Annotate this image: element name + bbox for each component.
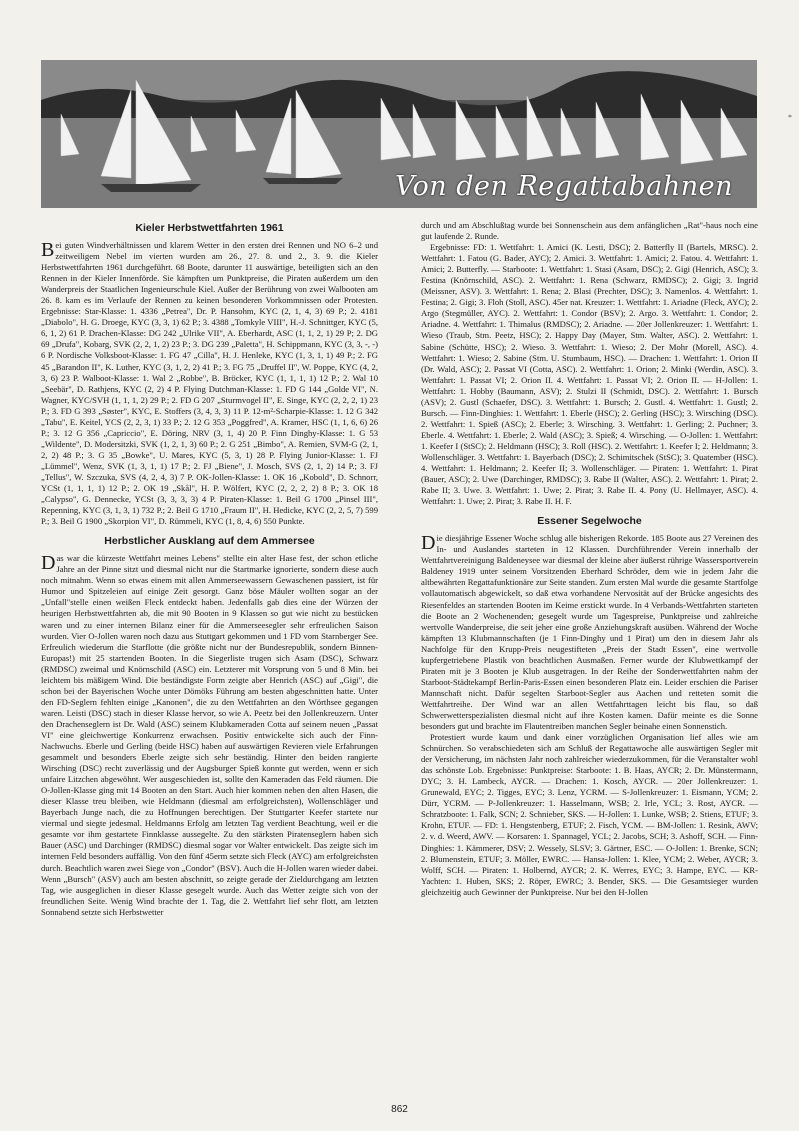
article-kieler-text: Bei guten Windverhältnissen und klarem Wetter in den ersten drei Rennen und NO 6–2 und zeitweiligem Nebel im vierten wurden am 26., 27. 8. und 2., 3. 9. die Kieler Herbstwettfahrten 1961 durchgeführt. 68 Boote, darunter 11 auswärtige, beteiligten sich an den Rennen in der Kieler Innenförde. Sie kämpften um Punktpreise, die Piraten außerdem um den Wanderpreis der Staatlichen Ingenieurschule Kiel. Außer der Berührung von zwei Walbooten am 26. 8. kam es im Verlaufe der Rennen zu keinen besonderen Vorkommnissen oder Protesten. Ergebnisse: Star-Klasse: 1. 4336 „Petrea", Dr. P. Hansohm, KYC (2, 1, 4, 3) 69 P.; 2. 4181 „Diabolo", H. G. Droege, KYC (3, 3, 1) 62 P.; 3. 4388 „Tomkyle VIII", H.-J. Schnittger, KYC (5, 6, 1, 2) 61 P. Drachen-Klasse: DG 242 „Ulrike VII", A. Eberhardt, ASC (1, 1, 2, 1) 29 P; 2. DG 69 „Drufa", Kobarg, SVK (2, 2, 1, 2) 23 P.; 3. DG 239 „Paletta", H. Schippmann, KYC (3, 3, -, -) 6 P. Nordische Volksboot-Klasse: 1. FG 47 „Cilla", H. J. Henleke, KYC (1, 3, 1, 1) 49 P.; 2. FG 45 „Barandon II", K. Luther, KYC (3, 1, 2, 2) 41 P.; 3. FG 75 „Druffel II", W. Poppe, KYC (4, 2, 3, 6) 23 P. Walboot-Klasse: 1. Wal 2 „Robbe", B. Bröcker, KYC (1, 1, 1, 1) 12 P.; 2. Wal 10 „Seebär", D. Rathjens, KYC (2, 2) 4 P. Flying Dutchman-Klasse: 1. FD G 144 „Golde VI", N. Wagner, KYC/SVH (1, 1, 1, 2) 29 P.; 2. FD G 207 „Sturmvogel II", E. Singe, KYC (2, 2, 2, 1) 23 P.; 3. FD G 393 „Søster", KYC, E. Stoffers (3, 4, 3, 3) 11 P. 12-m²-Scharpie-Klasse: 1. 12 G 342 „Tabu", E. Keitel, YCS (2, 2, 3, 1) 33 P.; 2. 12 G 353 „Poggfred", A. Kramer, HSC (1, 1, 6, 6) 26 P.; 3. 12 G 356 „Capriccio", E. Döring, NRV (3, 1, 4) 20 P. Finn Dinghy-Klasse: 1. G 53 „Wildente", D. Modersitzki, SVK (1, 2, 1, 3) 60 P.; 2. G 251 „Bimbo", A. Remien, SVM-G (2, 1, 2, 2) 48 P.; 3. G 35 „Bowke", U. Mares, KYC (5, 3, 1) 28 P. Flying Junior-Klasse: 1. FJ „Lümmel", Wenz, SVK (1, 3, 1, 1) 17 P.; 2. FJ „Biene", J. Mosch, SVS (2, 1, 2) 14 P.; 3. FJ „Tellus", W. Szczuka, SVS (4, 2, 4, 3) 7 P. OK-Jollen-Klasse: 1. OK 16 „Kobold", D. Schnorr, YCSt (1, 1, 1, 1) 12 P.; 2. OK 19 „Skål", H. P. Wölfert, KYC (2, 2, 2, 2) 8 P.; 3. OK 18 „Calypso", G. Dennecke, YCSt (3, 3, 3, 3) 4 P. Piraten-Klasse: 1. Beil G 1700 „Pinsel III", Repenning, KYC (3, 1, 3, 1) 732 P.; 2. Beil G 1710 „Fraum II", H. Hedicke, KYC (2, 2, 5, 7) 599 P.; 3. Beil G 1900 „Skorpion VI", D. Rümmeli, KYC (1, 8, 4, 6) 550 Punkte. <box>41 239 378 527</box>
banner-title: Von den Regattabahnen <box>395 171 733 202</box>
ammersee-results: Ergebnisse: FD: 1. Wettfahrt: 1. Amici (K. Lesti, DSC); 2. Batterfly II (Bartels, MRSC). 2. Wettfahrt: 1. Fatou (G. Bader, AYC); 2. Amici. 3. Wettfahrt: 1. Amici; 2. Fatou. 4. Wettfahrt: 1. Amici; 2. Butterfly. — Starboote: 1. Wettfahrt: 1. Stasi (Asam, DSC); 2. Gigi (Henrich, ASC); 3. Festina (Knörnschild, ASC). 2. Wettfahrt: 1. Rena (Schwarz, RMDSC); 2. Gigi; 3. Ingrid (Meissner, ASV). 3. Wettfahrt: 1. Rena; 2. Blasi (Prechter, DSC); 3. Namenlos. 4. Wettfahrt: 1. Festina; 2. Gigi; 3. Floh (Stoll, ASC). 45er nat. Kreuzer: 1. Wettfahrt: 1. Ariadne (Fleck, AYC); 2. Argo (Stegmüller, AYC). 2. Wettfahrt: 1. Condor (BSV); 2. Argo. 3. Wettfahrt: 1. Condor; 2. Ariadne. 4. Wettfahrt: 1. Thimalus (RMDSC); 2. Ariadne. — 20er Jollenkreuzer: 1. Wettfahrt: 1. Wieso (Traub, Stm. Peetz, HSC); 2. Happy Day (Mayer, Stm. Walter, ASC). 2. Wettfahrt: 1. Sabine (Schütte, HSC); 2. Wieso. 3. Wettfahrt: 1. Wieso; 2. Der Mohr (Morell, ASC). 4. Wettfahrt: 1. Wieso; 2. Sabine (Stm. U. Stumbaum, HSC). — Drachen: 1. Wettfahrt: 1. Orion II (Dr. Wald, ASC); 2. Passat VI (Cotta, ASC). 2. Wettfahrt: 1. Orion; 2. Minki (Werdin, ASC). 3. Wettfahrt: 1. Passat VI; 2. Orion II. 4. Wettfahrt: 1. Passat VI; 2. Orion II. — H-Jollen: 1. Wettfahrt: 1. Hobby (Baumann, ASV); 2. Stulzi II (Schmidt, DSC). 2. Wettfahrt: 1. Bursch (ASV); 2. Gustl (Schaefer, DSC). 3. Wettfahrt: 1. Bursch; 2. Gustl. 4. Wettfahrt: 1. Gustl; 2. Bursch. — Finn-Dinghies: 1. Wettfahrt: 1. Eberle (HSC); 2. Gerling (HSC); 3. Wirsching (DSC). 2. Wettfahrt: 1. Spieß (ASC); 2. Eberle; 3. Wirsching. 3. Wettfahrt: 1. Gerling; 2. Puchner; 3. Eberle. 4. Wettfahrt: 1. Eberle; 2. Wald (ASC); 3. Spieß; 4. Wirsching. — O-Jollen: 1. Wettfahrt: 1. Keefer I (StSC); 2. Heldmann (HSC); 3. Roll (HSC). 2. Wettfahrt: 1. Keefer I; 2. Heldmann; 3. Wollenschläger. 3. Wettfahrt: 1. Bayerbach (DSC); 2. Schimitschek (StSC); 3. Quatember (HSC). 4. Wettfahrt: 1. Heldmann; 2. Keefer II; 3. Wollenschläger. — Piraten: 1. Wettfahrt: 1. Pirat (Bauer, ASC); 2. Uwe (Darchinger, RMDSC); 3. Rabe II (Walter, ASC). 2. Wettfahrt: 1. Pirat; 2. Rabe II; 3. Uwe. 3. Wettfahrt: 1. Uwe; 2. Pirat; 3. Rabe II. 4. Pony (U. Hellmayer, ASC). 4. Wettfahrt: 1. Uwe; 2. Pirat; 3. Rabe II. H. F. <box>421 242 758 507</box>
left-column <box>41 220 378 918</box>
article-essener-results: Protestiert wurde kaum und dank einer vorzüglichen Organisation lief alles wie am Schnürchen. So verabschiedeten sich am Schluß der Regattawoche alle auswärtigen Segler mit der Versicherung, im nächsten Jahr noch zahlreicher wiederzukommen, für die Veranstalter wohl das schönste Lob. Ergebnisse: Punktpreise: Starboote: 1. B. Haas, AYCR; 2. Dr. Münstermann, DYC; 3. H. Lambeck, AYCR. — Drachen: 1. Kosch, AYCR. — 20er Jollenkreuzer: 1. Grunewald, EYC; 2. Tigges, EYC; 3. Lenz, YCRM. — S-Jollenkreuzer: 1. Eismann, YCM; 2. Dürr, YCRM. — P-Jollenkreuzer: 1. Hasselmann, WSB; 2. Irle, YCL; 3. Rost, AYCR. — Schratzboote: 1. Falk, SCN; 2. Schnieber, SKS. — H-Jollen: 1. Lunke, WSB; 2. Stiens, ETUF; 3. Krohn, ETUF. — FD: 1. Hengstenberg, ETUF; 2. Fisch, YCM. — BM-Jollen: 1. Resink, AWV; 2. v. d. Weerd, AWV. — Korsaren: 1. Spannagel, YCL; 2. Jacobs, SCH; 3. Ashoff, SCH. — Finn-Dinghies: 1. Kämmerer, DSV; 2. Wessely, SLSV; 3. Gärtner, ESC. — O-Jollen: 1. Brenke, SCN; 2. Blumenstein, ETUF; 3. Möller, EWRC. — Hansa-Jollen: 1. Klee, YCM; 2. Weber, AYCR; 3. Wolff, SCH. — Piraten: 1. Holbernd, AYCR; 2. K. Werres, EYC; 3. Hampe, EYC. — KR-Yachten: 1. Huben, SKS; 2. Röper, EWRC; 3. Bender, SKS. — Die Gesamtsieger wurden gleichzeitig auch Gewinner der Punktpreise. Nur bei den H-Jollen <box>421 732 758 897</box>
heading-kieler: Kieler Herbstwettfahrten 1961 <box>135 222 284 234</box>
page-number: 862 <box>391 1104 408 1115</box>
regatta-photo <box>41 60 757 208</box>
right-column <box>421 220 758 898</box>
edge-mark: * <box>788 113 792 122</box>
heading-essener: Essener Segelwoche <box>537 515 642 528</box>
article-ammersee-text: Das war die kürzeste Wettfahrt meines Lebens" stellte ein alter Hase fest, der schon etliche Jahre an der Pinne sitzt und diesmal nicht nur die Startmarke ignorierte, sondern diese auch noch mitnahm. Wenn so etwas einem mit allen Ammerseewassern Gewaschenen passiert, ist für Humor und Spitzeleien auf einige Zeit gesorgt. Ganz böse Mäuler wollten sogar an der „Unfall"stelle einen weißen Fleck entdeckt haben. Jedenfalls gab dies eine der Würzen der heurigen Herbstwettfahrten ab, die mit 90 Booten in 9 Klassen so gut wie nicht zu bestücken waren und zu einer internen Bilanz einer für die Ammerseesegler sehr erfreulichen Saison wurden. Vier O-Jollen waren noch dazu aus Stuttgart gekommen und 1 FD vom Starnberger See. Erfreulich wiederum die Starflotte (die größte nicht nur der Bundesrepublik, sondern Binnen-Europas!) mit 25 startenden Booten. In die Siegerliste trugen sich Asam (DSC), Schwarz (RMDSC) zweimal und Knörnschild (ASC) ein. Letzterer mit Vorsprung von 5 und 8 Min. bei leichtem bis mäßigem Wind. Die beständigste Form zeigte aber Henrich (ASC) auf „Gigi", die schon bei der Bayerischen Woche unter Dömöks Führung am besten abgeschnitten hatte. Unter den FD-Seglern fehlten einige „Kanonen", die zu den Wettfahrten an den Wörthsee gegangen waren. Leisti (DSC) stach in dieser Klasse hervor, so wie A. Peetz bei den Jollenkreuzern. Unter den Drachenseglern ist Dr. Wald (ASC) seinem Klubkameraden Cotta auf seinem neuen „Passat VI" eine gleichwertige Konkurrenz erwachsen. Positiv entwickelte sich auch der Finn-Nachwuchs. Eberle und Gerling (beide HSC) haben auf auswärtigen Revieren viele Erfahrungen gesammelt und besonders Eberle zeigte sich sehr beständig. Hinter den beiden rangierte Wirsching (DSC) recht zuverlässig und der Augsburger Spieß konnte gut werden, wenn er sich unfaire Litzchen abgewöhnt. Wer ausgeschieden ist, sollte den Kameraden das Feld räumen. Die O-Jollen-Klasse ging mit 14 Booten an den Start. Auch hier kommen neben den alten Hasen, die dieser Klasse treu bleiben, wie Heldmann (diesmal am erfolgreichsten), Wollenschläger und Bayerbach Junge nach, die zu Hoffnungen berechtigen. Der Stuttgarter Keefer startete nur viermal und siegte jedesmal. Heldmanns Erfolg am letzten Tag verdient Beachtung, weil er die gesamte vor ihm gestartete Finnklasse aussegelte. Zu den stärksten Piratenseglern haben sich Bauer (ASC) und Darchinger (RMDSC) diesmal sogar vor Walter entwickelt. Das zeigte sich im internen Feld besonders auffällig. Von den fünf 45erm setzte sich Fleck (AYC) am erfolgreichsten durch. Beachtlich waren zwei Siege von „Condor" (BSV). Auch die H-Jollen waren wieder dabei. Wenn „Bursch" (ASV) auch am besten abschnitt, so zeigte gerade der Zieldurchgang am letzten Tag, wie ausgeglichen in dieser Klasse gesegelt wurde. Auch das Wetter zeigte sich von der freundlichen Seite. Wenig Wind brachte der 1. Tag, die 2. Wettfahrt lief sehr flott, am letzten Sonnabend setzte sich Herbstwetter <box>41 552 378 917</box>
article-essener-text: Die diesjährige Essener Woche schlug alle bisherigen Rekorde. 185 Boote aus 27 Vereinen des In- und Auslandes starteten in 12 Klassen. Durchführender Verein innerhalb der Wettfahrtvereinigung Baldeneysee war diesmal der kleine aber äußerst rührige Wassersportverein Baldeney 1919 unter seinem Vorsitzenden Eberhard Schröder, dem wie in jedem Jahr die altbewährten Regattafunktionäre zur Seite standen. Zum ersten Mal wurde die gesamte Startfolge vollautomatisch abgewickelt, so daß etwa vorhandene Nervosität auf der Brücke angesichts des Riesenfeldes an startenden Booten im Keime erstickt wurde. In 4 Verbands-Wettfahrten starteten die Boote an 2 Wochenenden; gesegelt wurde um Tagespreise, Punktpreise und zahlreiche wertvolle Wanderpreise, die seit jeher eine große Anziehungskraft ausüben. Während der Woche kämpften 13 Klubmannschaften (je 1 Finn-Dinghy und 1 Pirat) um den in diesem Jahr als Nachfolge für den Krupp-Preis neugestifteten „Preis der Stadt Essen", eine wertvolle kupfergetriebene Plastik von beachtlichen Ausmaßen. Ferner wurde der Klubwettkampf der Piraten mit je 3 Booten je Klub ausgetragen. In der Reihe der Sonderwettfahrten nahm der Starboot-Städtekampf Berlin-Paris-Essen einen besonderen Platz ein. Leider erschien die Pariser Mannschaft nicht. Dafür segelten Starboot-Segler aus Aachen und retteten somit die Wettfahrtreihe. Der Wind war an allen Wettfahrttagen leicht bis flau, so daß Schwerwetterspezialisten diesmal nicht auf ihre Kosten kamen. Dafür meinte es die Sonne besonders gut und brachte im Flautentreiben manchen Segler beinahe einen Sonnenstich. <box>421 532 758 732</box>
heading-ammersee: Herbstlicher Ausklang auf dem Ammersee <box>104 535 315 548</box>
ammersee-continued: durch und am Abschlußtag wurde bei Sonnenschein aus dem anfänglichen „Rat"-haus noch eine gut laufende 2. Runde. <box>421 220 758 242</box>
